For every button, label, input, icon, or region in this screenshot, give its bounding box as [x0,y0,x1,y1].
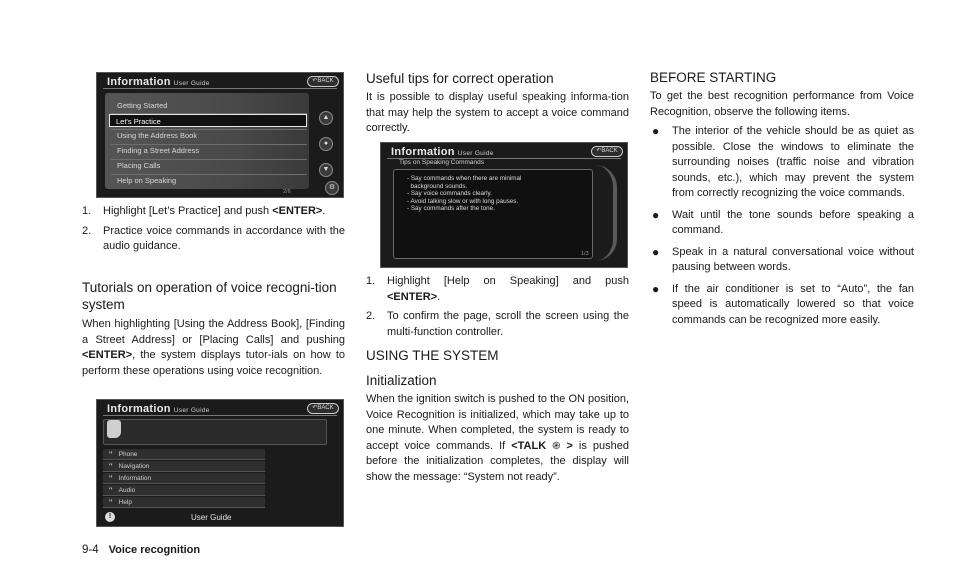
tips-lines: - Say commands when there are minimal background sounds. - Say voice commands clearly. - Avoid talking slow or with long pauses. - Say commands after the tone. [407,175,522,213]
menu-item-lets-practice: Let's Practice [109,114,307,127]
page-indicator: 1/3 [581,251,589,257]
scroll-arc [595,165,617,261]
bullet-icon: ● [652,124,660,138]
scroll-down-icon: ▼ [319,163,333,177]
menu-item-help-speaking: Help on Speaking [117,176,177,185]
speaker-icon [107,420,121,438]
step-item: 1. Highlight [Let’s Practice] and push <ENTER>. [82,205,326,217]
step-item: 1. Highlight [Help on Speaking] and push <ENTER>. [366,275,629,303]
voice-icon: ‛‛ [109,499,113,506]
voice-icon: ‛‛ [109,475,113,482]
back-button: ↶BACK [307,76,339,87]
before-starting-intro: To get the best recognition performance from Voice Recognition, observe the following items. [650,90,914,118]
back-arrow-icon: ↶ [596,148,602,154]
bullet-icon: ● [652,244,660,259]
step-item: 2. Practice voice commands in accordance with the audio guidance. [82,224,345,252]
bullet-icon: ● [652,281,660,296]
initialization-heading: Initialization [366,373,437,388]
vr-item-information: ‛‛ Information [103,473,265,484]
tips-bullets [650,124,914,334]
tutorials-text: When highlighting [Using the Address Book], [Finding a Street Address] or [Placing Calls] and pushing <ENTER>, the system displays tutor-ials on how to perform these operations using voice recognition. [82,318,345,377]
back-arrow-icon: ↶ [312,405,318,411]
info-panel [103,419,327,445]
screen-tips-speaking [380,142,628,268]
info-circle-icon: ! [105,512,115,522]
vr-item-phone: ‛‛ Phone [103,449,265,460]
section-name: Voice recognition [108,544,201,556]
vr-item-navigation: ‛‛ Navigation [103,461,265,472]
page-footer [82,544,200,556]
settings-icon: ⚙ [325,181,339,195]
page-number: 9-4 [82,544,99,556]
initialization-text: When the ignition switch is pushed to the ON position, Voice Recognition is initialized, which may take up to one minute. When completed, the system is ready to accept voice commands. If <TALK ֎ > is pushed before the initialization completes, the display will show the message: “System not ready”. [366,393,629,483]
screen-title: Information User Guide [107,403,210,415]
menu-item-street-address: Finding a Street Address [117,146,200,155]
bottom-label: User Guide [191,513,232,522]
voice-icon: ‛‛ [109,451,113,458]
vr-item-help: ‛‛ Help [103,497,265,508]
menu-item-address-book: Using the Address Book [117,131,198,140]
page-indicator: 2/6 [283,189,291,195]
bullet-item: ● Speak in a natural conversational voice without pausing between words. [652,244,914,273]
screen-title: Information User Guide [107,76,210,88]
bullet-icon: ● [652,207,660,222]
talk-icon: ֎ [552,440,561,452]
bullet-item: ● Wait until the tone sounds before speaking a command. [652,207,914,236]
voice-icon: ‛‛ [109,463,113,470]
steps-list-2 [366,274,629,344]
before-starting-heading: BEFORE STARTING [650,70,777,85]
using-system-heading: USING THE SYSTEM [366,348,499,363]
tips-text: It is possible to display useful speaking informa-tion that may help the system to accept a voice command correctly. [366,91,629,134]
step-item: 2. To confirm the page, scroll the screen using the multi-function controller. [366,310,629,338]
vr-item-audio: ‛‛ Audio [103,485,265,496]
steps-list-1 [82,204,345,259]
voice-icon: ‛‛ [109,487,113,494]
menu-item-getting-started: Getting Started [117,101,168,110]
tips-header: Tips on Speaking Commands [399,159,485,166]
map-icon: ● [319,137,333,151]
menu-item-placing-calls: Placing Calls [117,161,161,170]
bullet-item: ● The interior of the vehicle should be as quiet as possible. Close the windows to eliminate the surrounding noises (traffic noise and vibration sounds, etc.), which may prevent the system from correctly recognizing the voice commands. [652,124,914,199]
back-arrow-icon: ↶ [312,78,318,84]
screen-title: Information User Guide [391,146,494,158]
bullet-item: ● If the air conditioner is set to “Auto”, the fan speed is automatically lowered so that voice commands can be recognized more easily. [652,281,914,326]
scroll-up-icon: ▲ [319,111,333,125]
back-button: ↶BACK [307,403,339,414]
tutorials-heading: Tutorials on operation of voice recogni-tion system [82,280,337,312]
tips-heading: Useful tips for correct operation [366,71,554,86]
back-button: ↶BACK [591,146,623,157]
screen-user-guide-menu [96,72,344,198]
screen-voice-commands [96,399,344,527]
